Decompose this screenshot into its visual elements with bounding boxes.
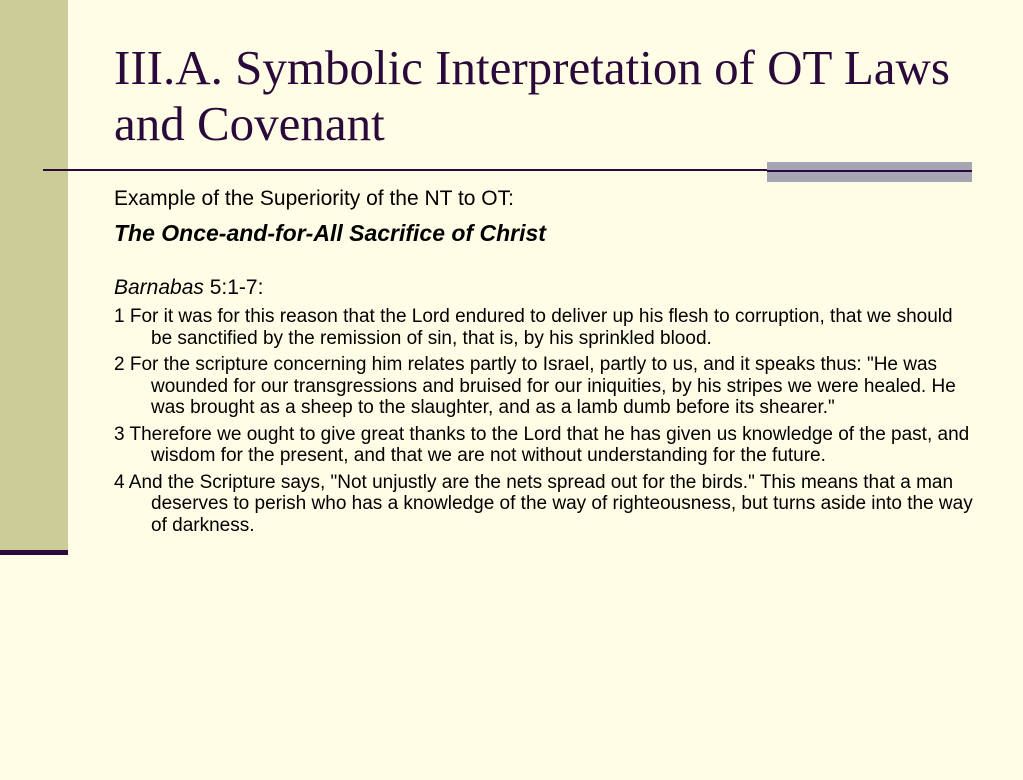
verse-3: 3 Therefore we ought to give great thanks to the Lord that he has given us knowledge of the past, and wisdom for the present, and that we are not without understanding for the future. [114, 423, 970, 466]
citation [114, 276, 974, 300]
slide-body [114, 182, 974, 541]
subtitle-text: Example of the Superiority of the NT to OT: [114, 187, 514, 210]
citation-reference: 5:1-7: [203, 276, 264, 299]
left-decorative-band [0, 0, 68, 553]
verse-1: 1 For it was for this reason that the Lord endured to deliver up his flesh to corruption, that we should be sanctified by the remission of sin, that is, by his sprinkled blood. [114, 306, 953, 349]
citation-book: Barnabas [114, 276, 204, 299]
title-accent-bar [767, 162, 972, 182]
slide-title: III.A. Symbolic Interpretation of OT Laws and Covenant [114, 40, 950, 151]
verse-4: 4 And the Scripture says, "Not unjustly are the nets spread out for the birds." This means that a man deserves to perish who has a knowledge of the way of righteousness, but turns aside into the way of darkness. [114, 471, 973, 536]
verse-2: 2 For the scripture concerning him relates partly to Israel, partly to us, and it speaks thus: "He was wounded for our transgressions and bruised for our iniquities, by his stripes we were healed. He was brought as a sheep to the slaughter, and as a lamb dumb before its shearer." [114, 354, 956, 418]
section-heading: The Once-and-for-All Sacrifice of Christ [114, 220, 546, 246]
left-band-rule [0, 550, 68, 555]
